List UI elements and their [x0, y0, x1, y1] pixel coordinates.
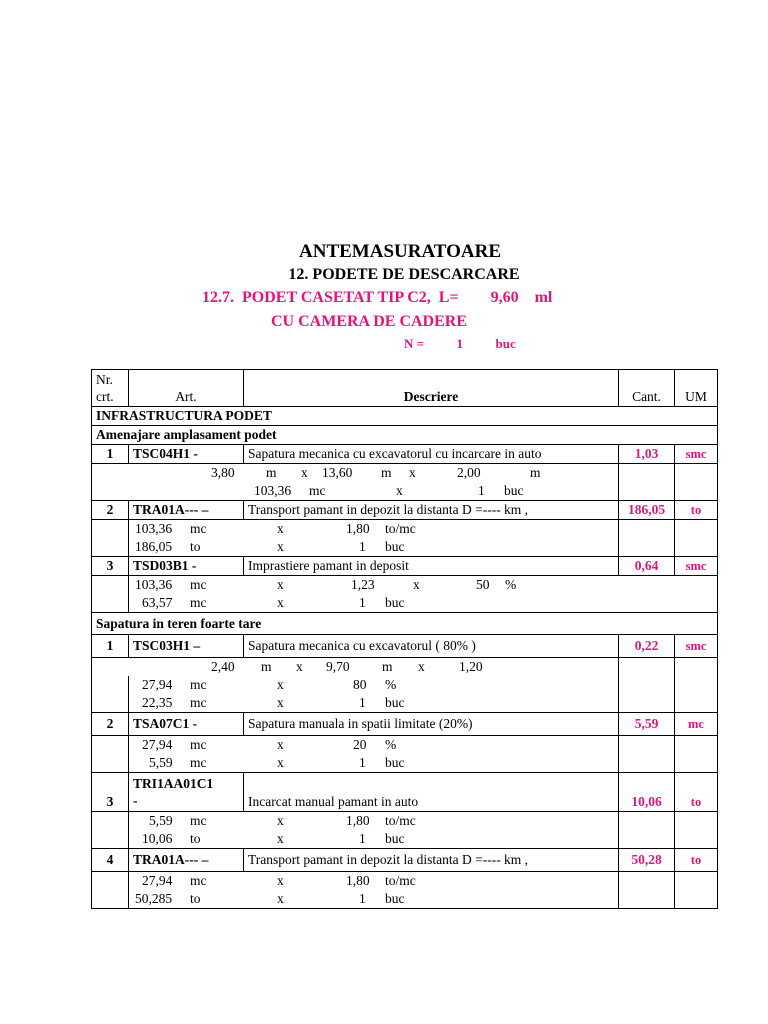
calc-row [92, 830, 718, 849]
calc-op: x [277, 755, 284, 770]
calc-row [92, 872, 718, 891]
calc-unit: m [266, 465, 277, 480]
header-cant: Cant. [619, 370, 675, 407]
calc-value: 1 [359, 891, 366, 906]
calc-row [92, 594, 718, 613]
table-row [92, 445, 718, 464]
calc-value: 9,70 [326, 659, 350, 674]
calc-cell [92, 464, 619, 483]
row-desc: Imprastiere pamant in deposit [244, 557, 619, 576]
row-art: TSC03H1 – [129, 635, 244, 658]
calc-unit: to/mc [385, 813, 416, 828]
calc-row [92, 538, 718, 557]
calc-unit: mc [190, 577, 207, 592]
calc-unit: to [190, 891, 201, 906]
calc-op: x [277, 695, 284, 710]
header-desc: Descriere [244, 370, 619, 407]
row-um: to [675, 773, 718, 812]
row-desc: Sapatura manuala in spatii limitate (20%) [244, 713, 619, 736]
calc-row [92, 676, 718, 694]
row-art: TSA07C1 - [129, 713, 244, 736]
calc-op: x [413, 577, 420, 592]
calc-value: 103,36 [135, 577, 173, 592]
calc-value: 27,94 [142, 737, 173, 752]
calc-unit: mc [190, 813, 207, 828]
calc-op: x [277, 539, 284, 554]
calc-unit: mc [190, 521, 207, 536]
calc-value: 1 [478, 483, 485, 498]
calc-op: x [277, 737, 284, 752]
calc-value: 5,59 [149, 813, 173, 828]
row-cant: 186,05 [619, 501, 675, 520]
document-title: ANTEMASURATOARE [299, 241, 501, 262]
calc-unit: buc [385, 695, 405, 710]
calc-value: 1 [359, 595, 366, 610]
calc-unit: buc [385, 595, 405, 610]
calc-value: 50,285 [135, 891, 173, 906]
table-row [92, 501, 718, 520]
calc-value: 186,05 [135, 539, 173, 554]
calc-op: x [418, 659, 425, 674]
calc-row [92, 812, 718, 831]
row-cant: 0,22 [619, 635, 675, 658]
row-desc: Incarcat manual pamant in auto [244, 773, 619, 812]
calc-unit: mc [190, 755, 207, 770]
calc-value: 10,06 [142, 831, 173, 846]
calc-unit: % [385, 737, 397, 752]
calc-row [92, 520, 718, 539]
calc-unit: mc [190, 737, 207, 752]
table-row [92, 557, 718, 576]
calc-op: x [277, 521, 284, 536]
calc-value: 1 [359, 831, 366, 846]
calc-value: 5,59 [149, 755, 173, 770]
calc-row [92, 482, 718, 501]
row-nr: 2 [92, 501, 129, 520]
calc-op: x [277, 831, 284, 846]
calc-row [92, 736, 718, 755]
header-crt-label: crt. [96, 389, 114, 404]
calc-op: x [301, 465, 308, 480]
calc-unit: to [190, 539, 201, 554]
calc-value: 103,36 [135, 521, 173, 536]
calc-unit: to [190, 831, 201, 846]
row-cant: 5,59 [619, 713, 675, 736]
calc-value: 80 [353, 677, 367, 692]
row-cant: 1,03 [619, 445, 675, 464]
header-um: UM [675, 370, 718, 407]
table-row [92, 773, 718, 812]
calc-unit: % [385, 677, 397, 692]
calc-unit: buc [385, 539, 405, 554]
row-um: to [675, 849, 718, 872]
calc-op: x [277, 677, 284, 692]
calc-value: 1,23 [351, 577, 375, 592]
row-cant: 50,28 [619, 849, 675, 872]
section-title: INFRASTRUCTURA PODET [92, 407, 718, 426]
row-cant: 0,64 [619, 557, 675, 576]
header-art: Art. [129, 370, 244, 407]
calc-value: 1 [359, 755, 366, 770]
calc-unit: m [382, 659, 393, 674]
row-nr: 2 [92, 713, 129, 736]
calc-unit: mc [190, 677, 207, 692]
calc-value: 1 [359, 695, 366, 710]
calc-op: x [396, 483, 403, 498]
row-art-line2: - [133, 793, 138, 808]
row-desc: Sapatura mecanica cu excavatorul ( 80% ) [244, 635, 619, 658]
calc-value: 27,94 [142, 677, 173, 692]
calc-value: 3,80 [211, 465, 235, 480]
calc-op: x [277, 873, 284, 888]
calc-value: 2,00 [457, 465, 481, 480]
row-um: to [675, 501, 718, 520]
calc-unit: mc [190, 595, 207, 610]
calc-unit: m [530, 465, 541, 480]
row-art [129, 773, 244, 812]
row-art-line1: TRI1AA01C1 [133, 776, 214, 791]
item-subtitle: CU CAMERA DE CADERE [271, 313, 468, 330]
calc-unit: buc [504, 483, 524, 498]
row-art: TSD03B1 - [129, 557, 244, 576]
calc-value: 63,57 [142, 595, 173, 610]
calc-op: x [277, 891, 284, 906]
row-um: mc [675, 713, 718, 736]
calc-op: x [409, 465, 416, 480]
calc-unit: buc [385, 755, 405, 770]
calc-unit: % [505, 577, 517, 592]
calc-op: x [277, 595, 284, 610]
calc-value: 1,80 [346, 813, 370, 828]
calc-row [92, 658, 718, 677]
row-nr: 1 [92, 445, 129, 464]
row-nr: 4 [92, 849, 129, 872]
table-row [92, 713, 718, 736]
group-title: Sapatura in teren foarte tare [92, 613, 718, 635]
calc-value: 2,40 [211, 659, 235, 674]
row-nr: 3 [92, 557, 129, 576]
row-desc: Transport pamant in depozit la distanta D =---- km , [244, 849, 619, 872]
row-desc: Transport pamant in depozit la distanta D =---- km , [244, 501, 619, 520]
calc-unit: to/mc [385, 521, 416, 536]
calc-unit: mc [190, 695, 207, 710]
calc-value: 27,94 [142, 873, 173, 888]
calc-value: 1,20 [459, 659, 483, 674]
calc-unit: mc [309, 483, 326, 498]
calc-value: 1 [359, 539, 366, 554]
calc-unit: m [261, 659, 272, 674]
calc-row [92, 576, 718, 595]
row-um: smc [675, 557, 718, 576]
calc-value: 22,35 [142, 695, 173, 710]
calc-value: 1,80 [346, 521, 370, 536]
row-um: smc [675, 445, 718, 464]
calc-op: x [277, 813, 284, 828]
row-cant: 10,06 [619, 773, 675, 812]
quantity-line: N = 1 buc [404, 336, 516, 351]
calc-unit: m [381, 465, 392, 480]
calc-value: 103,36 [254, 483, 292, 498]
calc-value: 20 [353, 737, 367, 752]
calc-op: x [277, 577, 284, 592]
calc-unit: to/mc [385, 873, 416, 888]
header-nr [92, 370, 129, 407]
row-art: TRA01A--- – [129, 849, 244, 872]
row-art: TRA01A--- – [129, 501, 244, 520]
row-um: smc [675, 635, 718, 658]
table-header [92, 370, 718, 407]
row-desc: Sapatura mecanica cu excavatorul cu incarcare in auto [244, 445, 619, 464]
row-nr: 1 [92, 635, 129, 658]
calc-row [92, 694, 718, 713]
calc-unit: buc [385, 831, 405, 846]
calc-unit: mc [190, 873, 207, 888]
table-row [92, 849, 718, 872]
calc-row [92, 890, 718, 909]
chapter-title: 12. PODETE DE DESCARCARE [288, 266, 520, 283]
header-nr-label: Nr. [96, 372, 113, 387]
calc-row [92, 754, 718, 773]
calc-value: 50 [476, 577, 490, 592]
calc-unit: buc [385, 891, 405, 906]
calc-row [92, 464, 718, 483]
calc-op: x [296, 659, 303, 674]
measurements-table [91, 369, 718, 909]
group-title: Amenajare amplasament podet [92, 426, 718, 445]
calc-value: 13,60 [322, 465, 353, 480]
item-title: 12.7. PODET CASETAT TIP C2, L= 9,60 ml [202, 289, 553, 306]
calc-value: 1,80 [346, 873, 370, 888]
row-art: TSC04H1 - [129, 445, 244, 464]
table-row [92, 635, 718, 658]
row-nr: 3 [92, 773, 129, 812]
